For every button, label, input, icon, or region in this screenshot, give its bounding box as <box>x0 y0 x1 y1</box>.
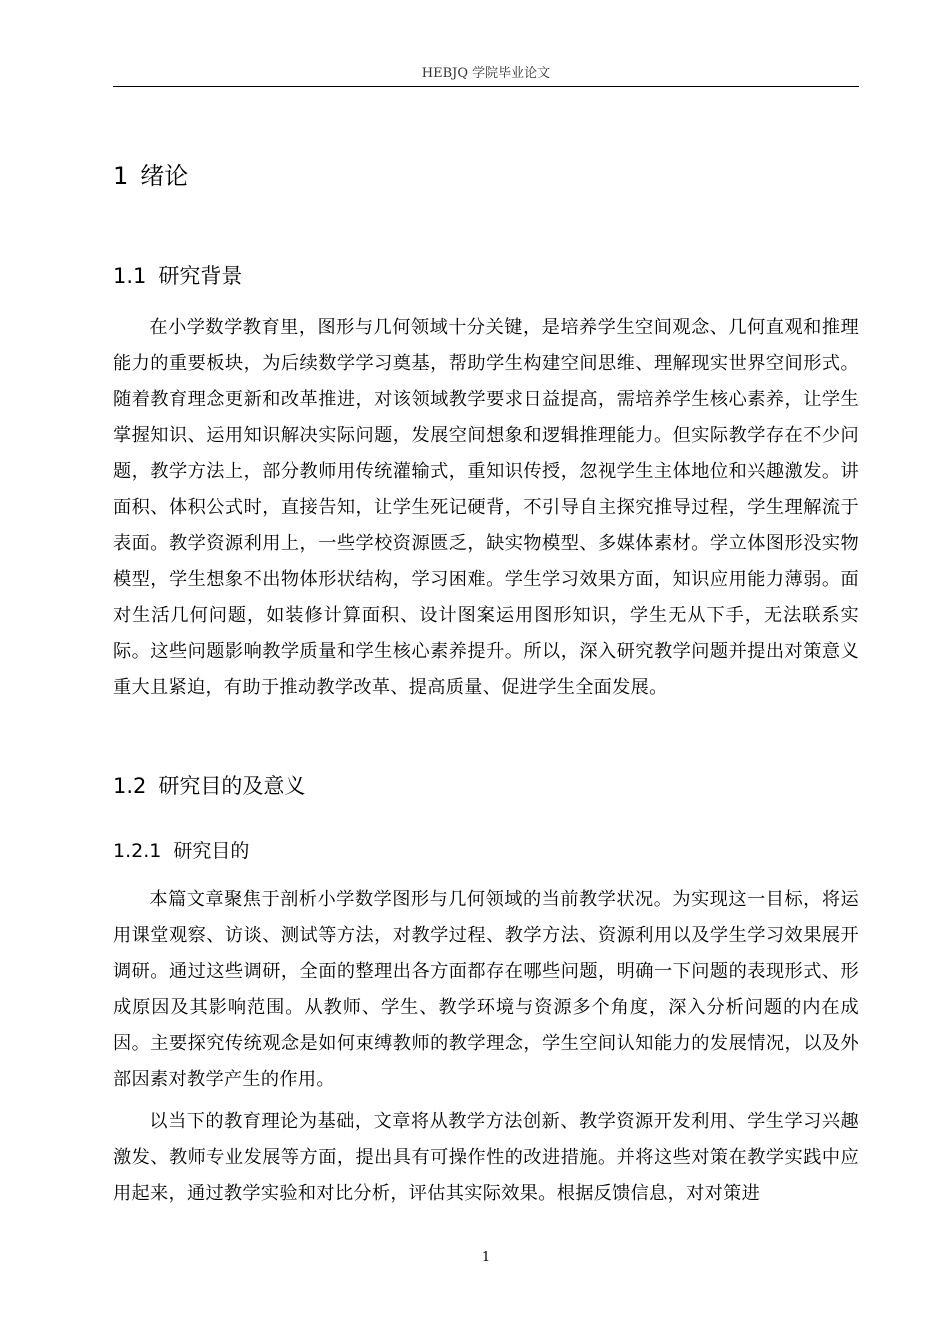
paragraph-research-background: 在小学数学教育里，图形与几何领域十分关键，是培养学生空间观念、几何直观和推理能力的重要板块，为后续数学学习奠基，帮助学生构建空间思维、理解现实世界空间形式。随着教育理念更新和改革推进，对该领域教学要求日益提高，需培养学生核心素养，让学生掌握知识、运用知识解决实际问题，发展空间想象和逻辑推理能力。但实际教学存在不少问题，教学方法上，部分教师用传统灌输式，重知识传授，忽视学生主体地位和兴趣激发。讲面积、体积公式时，直接告知，让学生死记硬背，不引导自主探究推导过程，学生理解流于表面。教学资源利用上，一些学校资源匮乏，缺实物模型、多媒体素材。学立体图形没实物模型，学生想象不出物体形状结构，学习困难。学生学习效果方面，知识应用能力薄弱。面对生活几何问题，如装修计算面积、设计图案运用图形知识，学生无从下手，无法联系实际。这些问题影响教学质量和学生核心素养提升。所以，深入研究教学问题并提出对策意义重大且紧迫，有助于推动教学改革、提高质量、促进学生全面发展。 <box>113 317 859 698</box>
paragraph-research-purpose-1: 本篇文章聚焦于剖析小学数学图形与几何领域的当前教学状况。为实现这一目标，将运用课堂观察、访谈、测试等方法，对教学过程、教学方法、资源利用以及学生学习效果展开调研。通过这些调研，全面的整理出各方面都存在哪些问题，明确一下问题的表现形式、形成原因及其影响范围。从教师、学生、教学环境与资源多个角度，深入分析问题的内在成因。主要探究传统观念是如何束缚教师的教学理念，学生空间认知能力的发展情况，以及外部因素对教学产生的作用。 <box>113 889 859 1090</box>
paragraph-research-purpose-2: 以当下的教育理论为基础，文章将从教学方法创新、教学资源开发利用、学生学习兴趣激发、教师专业发展等方面，提出具有可操作性的改进措施。并将这些对策在教学实践中应用起来，通过教学实验和对比分析，评估其实际效果。根据反馈信息，对对策进 <box>113 1111 859 1204</box>
subsection-title: 研究目的 <box>173 840 250 862</box>
subsection-heading-1-2-1 <box>113 838 249 864</box>
section-heading-1-2 <box>113 772 305 800</box>
section-title: 研究目的及意义 <box>158 774 306 798</box>
section-title: 研究背景 <box>158 264 243 288</box>
section-number: 1.2 <box>113 774 147 798</box>
chapter-heading <box>113 160 188 192</box>
section-number: 1.1 <box>113 264 147 288</box>
running-header: HEBJQ 学院毕业论文 <box>421 66 551 81</box>
header-rule <box>113 86 859 87</box>
page-number: 1 <box>481 1250 491 1265</box>
subsection-number: 1.2.1 <box>113 840 162 862</box>
chapter-title: 绪论 <box>140 162 189 190</box>
section-heading-1-1 <box>113 262 242 290</box>
chapter-number: 1 <box>113 162 129 190</box>
